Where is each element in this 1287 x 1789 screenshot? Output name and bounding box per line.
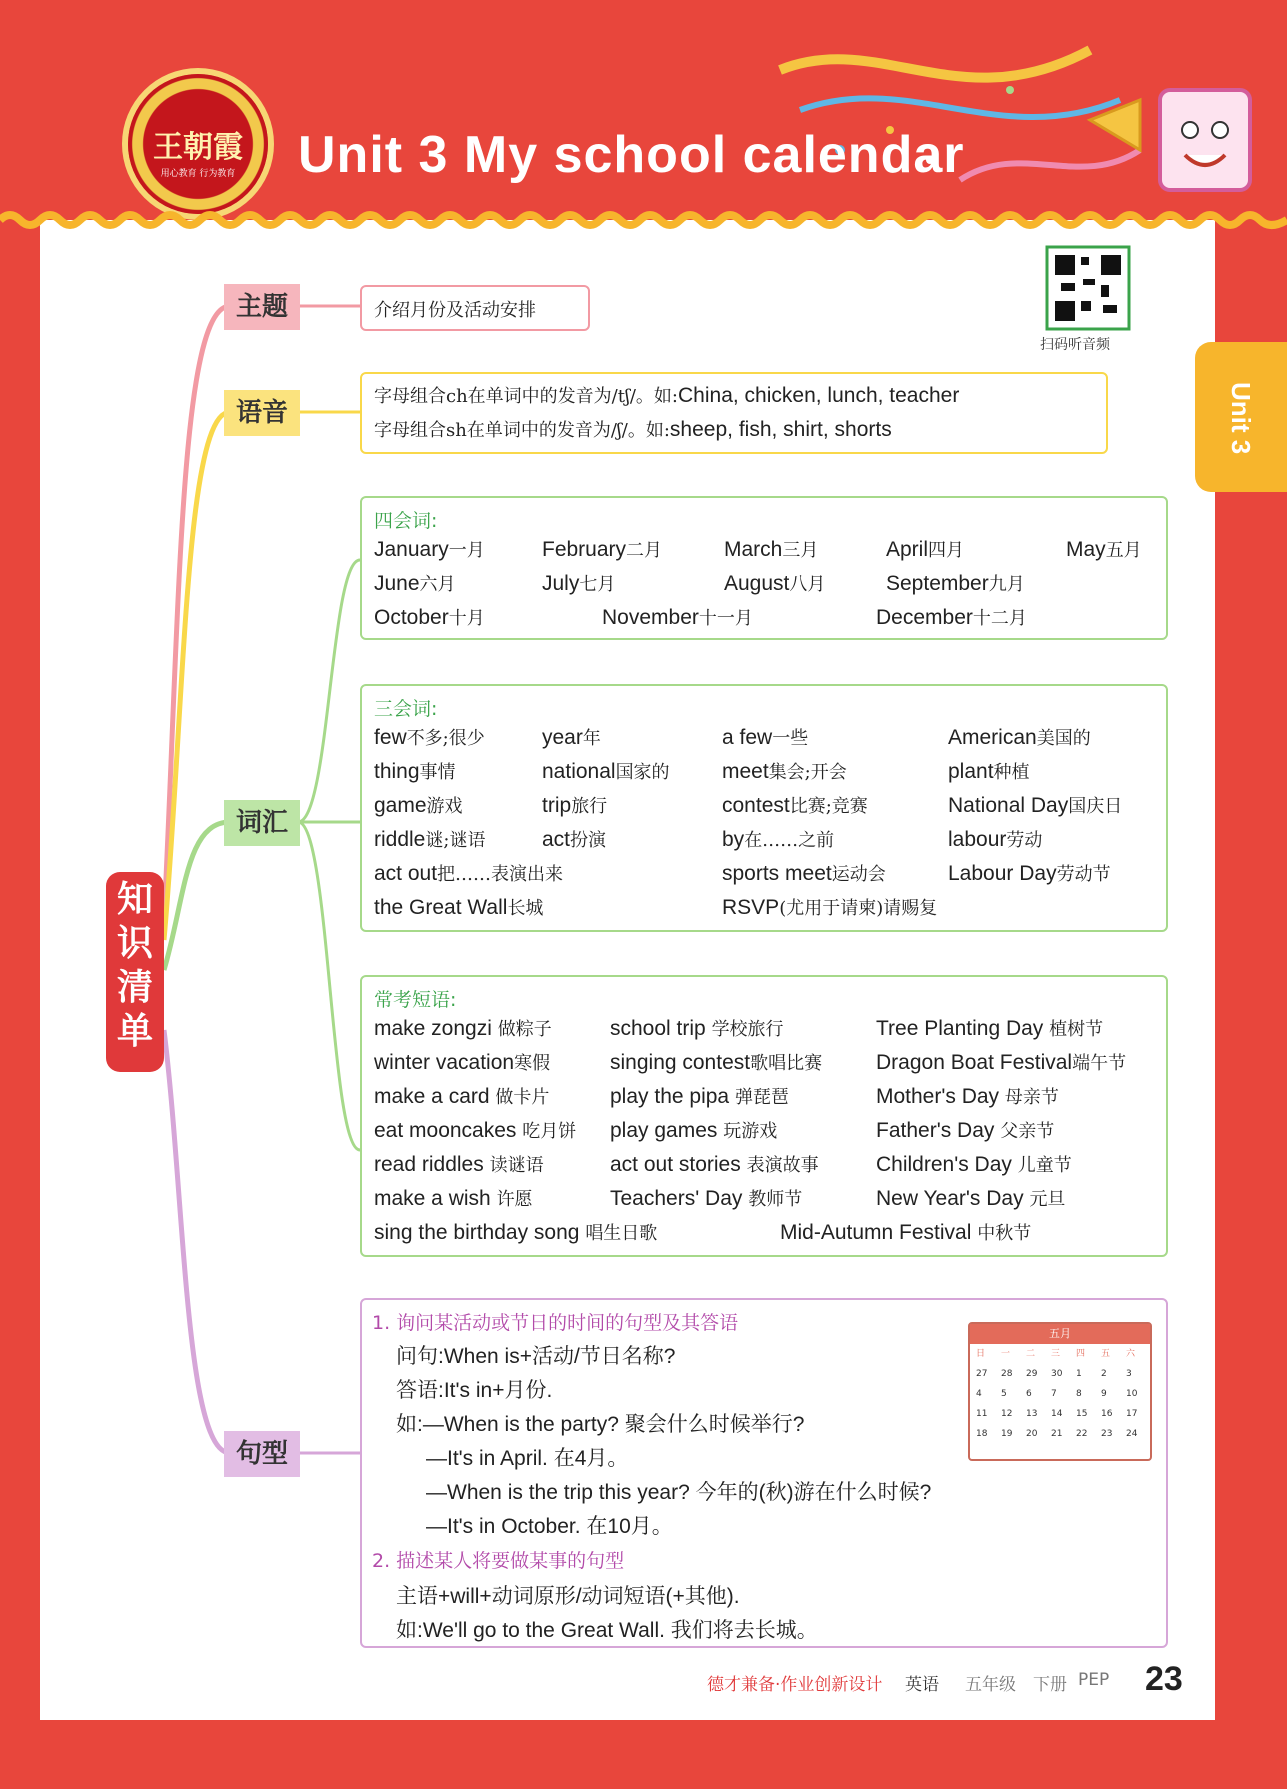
phrase-item: New Year's Day 元旦 xyxy=(876,1187,1066,1210)
word-item: September九月 xyxy=(886,572,1025,595)
svg-text:3: 3 xyxy=(1126,1369,1132,1379)
svg-text:10: 10 xyxy=(1126,1389,1138,1399)
svg-text:13: 13 xyxy=(1026,1409,1038,1419)
phrase-item: Teachers' Day 教师节 xyxy=(610,1187,803,1210)
phrase-item: school trip 学校旅行 xyxy=(610,1017,784,1040)
word-item: labour劳动 xyxy=(948,828,1043,851)
calendar-illustration xyxy=(968,1322,1152,1461)
word-item: November十一月 xyxy=(602,606,753,629)
word-item: April四月 xyxy=(886,538,965,561)
svg-text:21: 21 xyxy=(1051,1429,1063,1439)
svg-text:17: 17 xyxy=(1126,1409,1138,1419)
svg-text:22: 22 xyxy=(1076,1429,1088,1439)
pronunciation-box xyxy=(360,372,1108,454)
phrases-box xyxy=(360,975,1168,1257)
page-title: Unit 3 My school calendar xyxy=(298,126,965,184)
sentence-line: 答语:It's in+月份. xyxy=(396,1379,553,1402)
svg-text:4: 4 xyxy=(976,1389,982,1399)
word-item: game游戏 xyxy=(374,794,463,817)
svg-text:30: 30 xyxy=(1051,1369,1063,1379)
sentence-line: 如:We'll go to the Great Wall. 我们将去长城。 xyxy=(396,1619,818,1642)
sentence-line: 问句:When is+活动/节日名称? xyxy=(396,1345,676,1368)
sentence-line: 如:—When is the party? 聚会什么时候举行? xyxy=(396,1413,805,1436)
svg-text:8: 8 xyxy=(1076,1389,1082,1399)
svg-text:19: 19 xyxy=(1001,1429,1013,1439)
phrase-item: play the pipa 弹琵琶 xyxy=(610,1085,789,1108)
pronunciation-line-sh: 字母组合sh在单词中的发音为/ʃ/。如:sheep, fish, shirt, shorts xyxy=(374,418,892,441)
phrase-item: make zongzi 做粽子 xyxy=(374,1017,552,1040)
svg-text:14: 14 xyxy=(1051,1409,1063,1419)
sentence-heading-1: 1. 询问某活动或节日的时间的句型及其答语 xyxy=(372,1312,739,1334)
phrase-item: Children's Day 儿童节 xyxy=(876,1153,1072,1176)
word-item: Labour Day劳动节 xyxy=(948,862,1111,885)
branch-sentence: 句型 xyxy=(224,1431,300,1477)
phrase-item: act out stories 表演故事 xyxy=(610,1153,819,1176)
sentence-line: —It's in April. 在4月。 xyxy=(426,1447,629,1470)
word-item: October十月 xyxy=(374,606,485,629)
word-item: May五月 xyxy=(1066,538,1142,561)
word-item: thing事情 xyxy=(374,760,456,783)
phrase-item: make a wish 许愿 xyxy=(374,1187,533,1210)
footer-grade: 五年级 xyxy=(965,1675,1016,1695)
word-item: February二月 xyxy=(542,538,663,561)
svg-text:二: 二 xyxy=(1026,1349,1036,1359)
svg-text:11: 11 xyxy=(976,1409,988,1419)
svg-text:23: 23 xyxy=(1101,1429,1113,1439)
svg-text:28: 28 xyxy=(1001,1369,1013,1379)
word-item: trip旅行 xyxy=(542,794,608,817)
word-item: few不多;很少 xyxy=(374,726,485,749)
svg-text:20: 20 xyxy=(1026,1429,1038,1439)
svg-text:24: 24 xyxy=(1126,1429,1138,1439)
word-item: sports meet运动会 xyxy=(722,862,886,885)
svg-text:16: 16 xyxy=(1101,1409,1113,1419)
svg-text:29: 29 xyxy=(1026,1369,1038,1379)
word-item: June六月 xyxy=(374,572,456,595)
svg-text:2: 2 xyxy=(1101,1369,1107,1379)
sentence-line: 主语+will+动词原形/动词短语(+其他). xyxy=(396,1585,740,1608)
svg-text:一: 一 xyxy=(1001,1349,1011,1359)
footer-edition: PEP xyxy=(1078,1670,1110,1690)
phrase-item: make a card 做卡片 xyxy=(374,1085,550,1108)
word-item: RSVP(尤用于请柬)请赐复 xyxy=(722,896,938,919)
sentence-heading-2: 2. 描述某人将要做某事的句型 xyxy=(372,1550,625,1572)
publisher-logo: 王朝霞 用心教育 行为教育 xyxy=(128,74,268,214)
svg-text:15: 15 xyxy=(1076,1409,1088,1419)
word-item: contest比赛;竞赛 xyxy=(722,794,868,817)
qr-code[interactable] xyxy=(1043,243,1133,333)
phrase-item: read riddles 读谜语 xyxy=(374,1153,544,1176)
svg-text:12: 12 xyxy=(1001,1409,1013,1419)
phrase-item: eat mooncakes 吃月饼 xyxy=(374,1119,577,1142)
svg-text:6: 6 xyxy=(1026,1389,1032,1399)
phrase-item: winter vacation寒假 xyxy=(374,1051,551,1074)
phrase-item: Dragon Boat Festival端午节 xyxy=(876,1051,1127,1074)
word-item: National Day国庆日 xyxy=(948,794,1123,817)
word-item: a few一些 xyxy=(722,726,809,749)
word-item: year年 xyxy=(542,726,601,749)
four-skill-heading: 四会词: xyxy=(374,510,438,532)
word-item: American美国的 xyxy=(948,726,1091,749)
page-number: 23 xyxy=(1145,1660,1183,1698)
footer-brand: 德才兼备·作业创新设计 xyxy=(707,1675,883,1695)
calendar-header: 五月 xyxy=(970,1324,1150,1344)
theme-text: 介绍月份及活动安排 xyxy=(374,300,536,321)
word-item: riddle谜;谜语 xyxy=(374,828,486,851)
theme-box xyxy=(360,285,590,331)
phrases-heading: 常考短语: xyxy=(374,989,457,1011)
svg-text:四: 四 xyxy=(1076,1349,1086,1359)
phrase-item: sing the birthday song 唱生日歌 xyxy=(374,1221,658,1244)
svg-text:9: 9 xyxy=(1101,1389,1107,1399)
pronunciation-line-ch: 字母组合ch在单词中的发音为/tʃ/。如:China, chicken, lunch, teacher xyxy=(374,384,960,407)
word-item: July七月 xyxy=(542,572,616,595)
word-item: January一月 xyxy=(374,538,485,561)
three-skill-words-box xyxy=(360,684,1168,932)
svg-text:日: 日 xyxy=(976,1349,986,1359)
word-item: the Great Wall长城 xyxy=(374,896,544,919)
phrase-item: Mother's Day 母亲节 xyxy=(876,1085,1059,1108)
three-skill-heading: 三会词: xyxy=(374,698,438,720)
word-item: December十二月 xyxy=(876,606,1027,629)
phrase-item: Mid-Autumn Festival 中秋节 xyxy=(780,1221,1032,1244)
word-item: act扮演 xyxy=(542,828,607,851)
word-item: March三月 xyxy=(724,538,819,561)
branch-pronunciation: 语音 xyxy=(224,390,300,436)
sentence-line: —It's in October. 在10月。 xyxy=(426,1515,673,1538)
word-item: by在……之前 xyxy=(722,828,835,851)
branch-vocab: 词汇 xyxy=(224,800,300,846)
svg-text:18: 18 xyxy=(976,1429,988,1439)
knowledge-list-root: 知识清单 xyxy=(106,872,164,1072)
qr-label: 扫码听音频 xyxy=(1040,337,1110,353)
branch-theme: 主题 xyxy=(224,284,300,330)
svg-text:1: 1 xyxy=(1076,1369,1082,1379)
phrase-item: play games 玩游戏 xyxy=(610,1119,778,1142)
word-item: plant种植 xyxy=(948,760,1030,783)
phrase-item: singing contest歌唱比赛 xyxy=(610,1051,823,1074)
svg-text:六: 六 xyxy=(1126,1349,1136,1359)
word-item: national国家的 xyxy=(542,760,670,783)
phrase-item: Tree Planting Day 植树节 xyxy=(876,1017,1104,1040)
unit-side-tab: Unit 3 xyxy=(1195,342,1287,492)
sentence-line: —When is the trip this year? 今年的(秋)游在什么时候? xyxy=(426,1481,932,1504)
footer-term: 下册 xyxy=(1033,1675,1067,1695)
four-skill-words-box xyxy=(360,496,1168,640)
calendar-grid-icon xyxy=(970,1344,1146,1454)
svg-text:三: 三 xyxy=(1051,1349,1061,1359)
phrase-item: Father's Day 父亲节 xyxy=(876,1119,1055,1142)
word-item: act out把……表演出来 xyxy=(374,862,564,885)
svg-text:五: 五 xyxy=(1101,1349,1111,1359)
svg-text:7: 7 xyxy=(1051,1389,1057,1399)
footer-subject: 英语 xyxy=(905,1675,939,1695)
svg-text:27: 27 xyxy=(976,1369,988,1379)
word-item: August八月 xyxy=(724,572,826,595)
svg-text:5: 5 xyxy=(1001,1389,1007,1399)
word-item: meet集会;开会 xyxy=(722,760,847,783)
